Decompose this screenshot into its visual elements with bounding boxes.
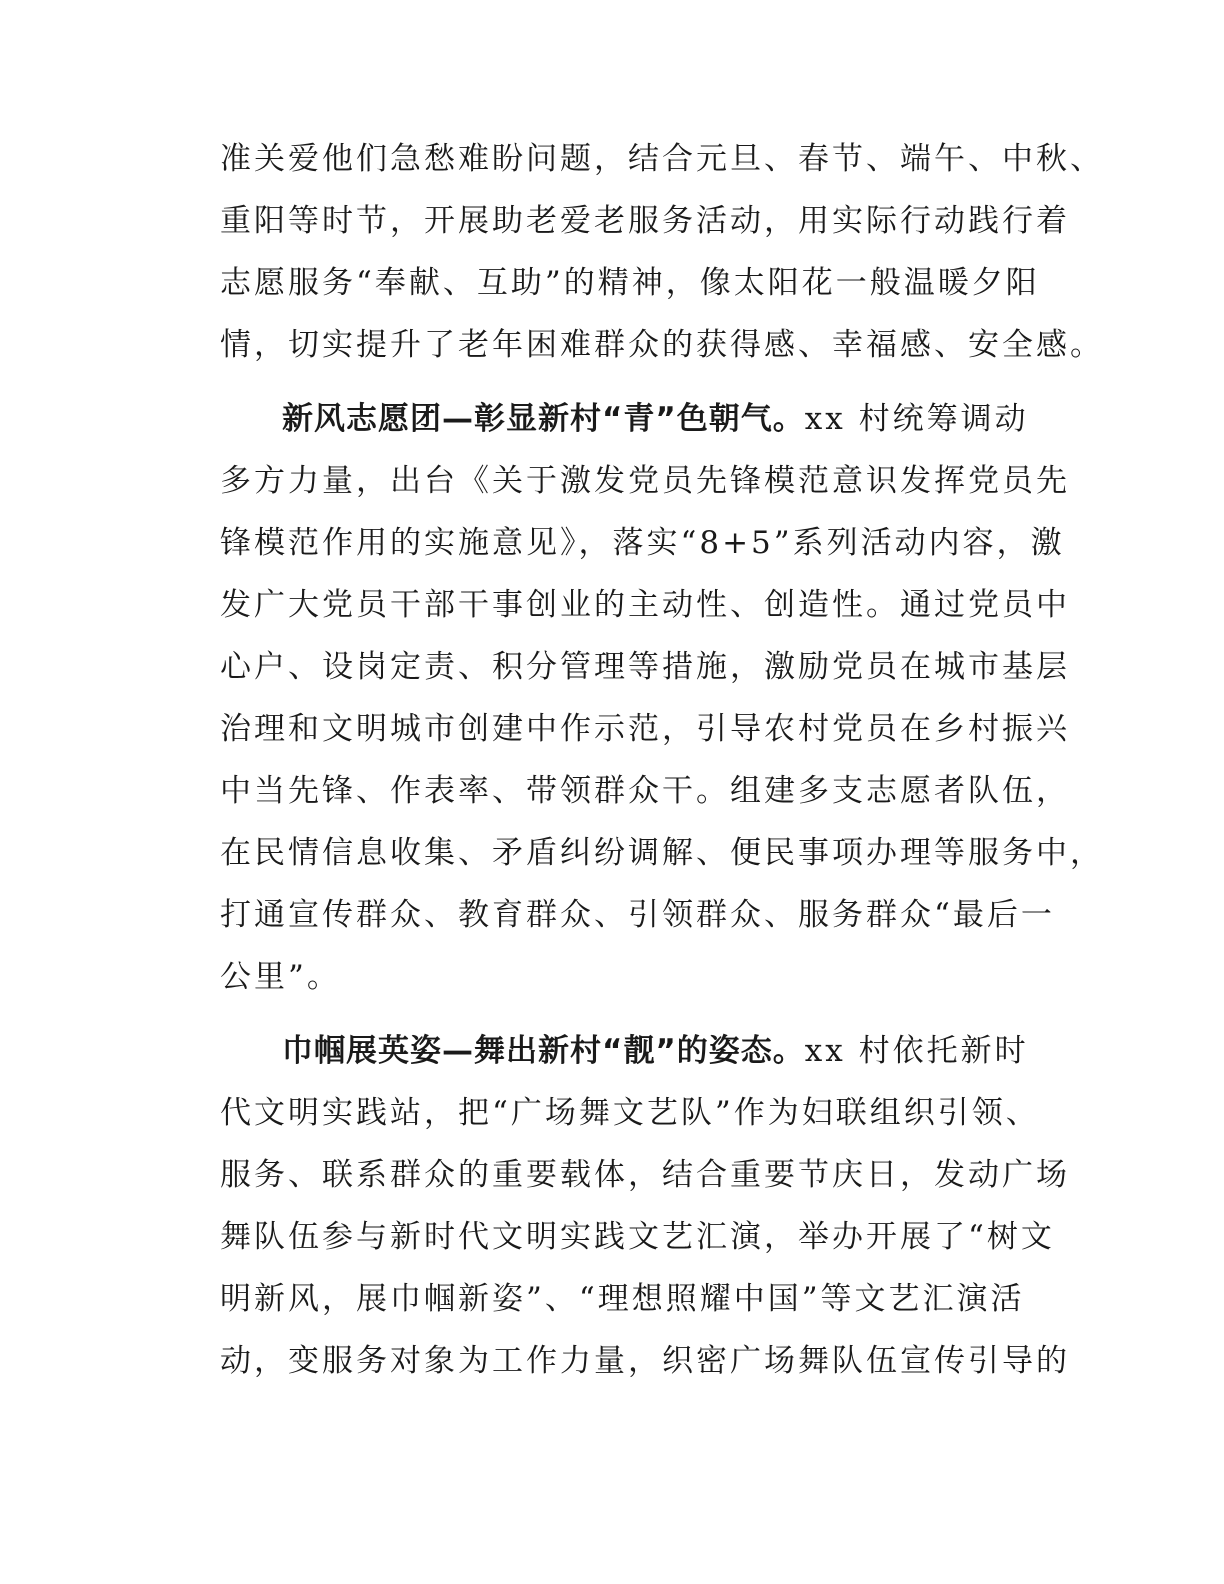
text-line: 情，切实提升了老年困难群众的获得感、幸福感、安全感。 xyxy=(220,327,1104,363)
text-line: 代文明实践站，把“广场舞文艺队”作为妇联组织引领、 xyxy=(220,1095,1040,1131)
text-line: 志愿服务“奉献、互助”的精神，像太阳花一般温暖夕阳 xyxy=(220,265,1040,301)
text-line: 公里”。 xyxy=(220,959,341,995)
section-heading: 巾帼展英姿—舞出新村“靓”的姿态。 xyxy=(282,1033,805,1069)
document-body xyxy=(220,128,1104,1392)
section-heading: 新风志愿团—彰显新村“青”色朝气。 xyxy=(282,401,805,437)
text-run: xx 村统筹调动 xyxy=(804,401,1029,437)
text-line: 心户、设岗定责、积分管理等措施，激励党员在城市基层 xyxy=(220,649,1070,685)
text-line: 重阳等时节，开展助老爱老服务活动，用实际行动践行着 xyxy=(220,203,1070,239)
text-run: xx 村依托新时 xyxy=(804,1033,1029,1069)
paragraph-first-line xyxy=(220,1020,1032,1082)
text-line: 准关爱他们急愁难盼问题，结合元旦、春节、端午、中秋、 xyxy=(220,141,1104,177)
text-line: 在民情信息收集、矛盾纠纷调解、便民事项办理等服务中， xyxy=(220,835,1104,871)
text-line: 动，变服务对象为工作力量，织密广场舞队伍宣传引导的 xyxy=(220,1343,1070,1379)
text-line: 发广大党员干部干事创业的主动性、创造性。通过党员中 xyxy=(220,587,1070,623)
paragraph-elderly-service xyxy=(220,128,1104,376)
paragraph-spacer xyxy=(220,376,1032,388)
text-line: 打通宣传群众、教育群众、引领群众、服务群众“最后一 xyxy=(220,897,1055,933)
paragraph-spacer xyxy=(220,1008,1032,1020)
text-line: 舞队伍参与新时代文明实践文艺汇演，举办开展了“树文 xyxy=(220,1219,1055,1255)
text-line: 锋模范作用的实施意见》，落实“8+5”系列活动内容，激 xyxy=(220,525,1065,561)
paragraph-women-dance-team xyxy=(220,1020,1070,1392)
paragraph-first-line xyxy=(220,388,1032,450)
text-line: 中当先锋、作表率、带领群众干。组建多支志愿者队伍， xyxy=(220,773,1070,809)
text-line: 多方力量，出台《关于激发党员先锋模范意识发挥党员先 xyxy=(220,463,1070,499)
text-line: 服务、联系群众的重要载体，结合重要节庆日，发动广场 xyxy=(220,1157,1070,1193)
text-line: 明新风，展巾帼新姿”、“理想照耀中国”等文艺汇演活 xyxy=(220,1281,1025,1317)
paragraph-volunteer-group xyxy=(220,388,1104,1008)
text-line: 治理和文明城市创建中作示范，引导农村党员在乡村振兴 xyxy=(220,711,1070,747)
